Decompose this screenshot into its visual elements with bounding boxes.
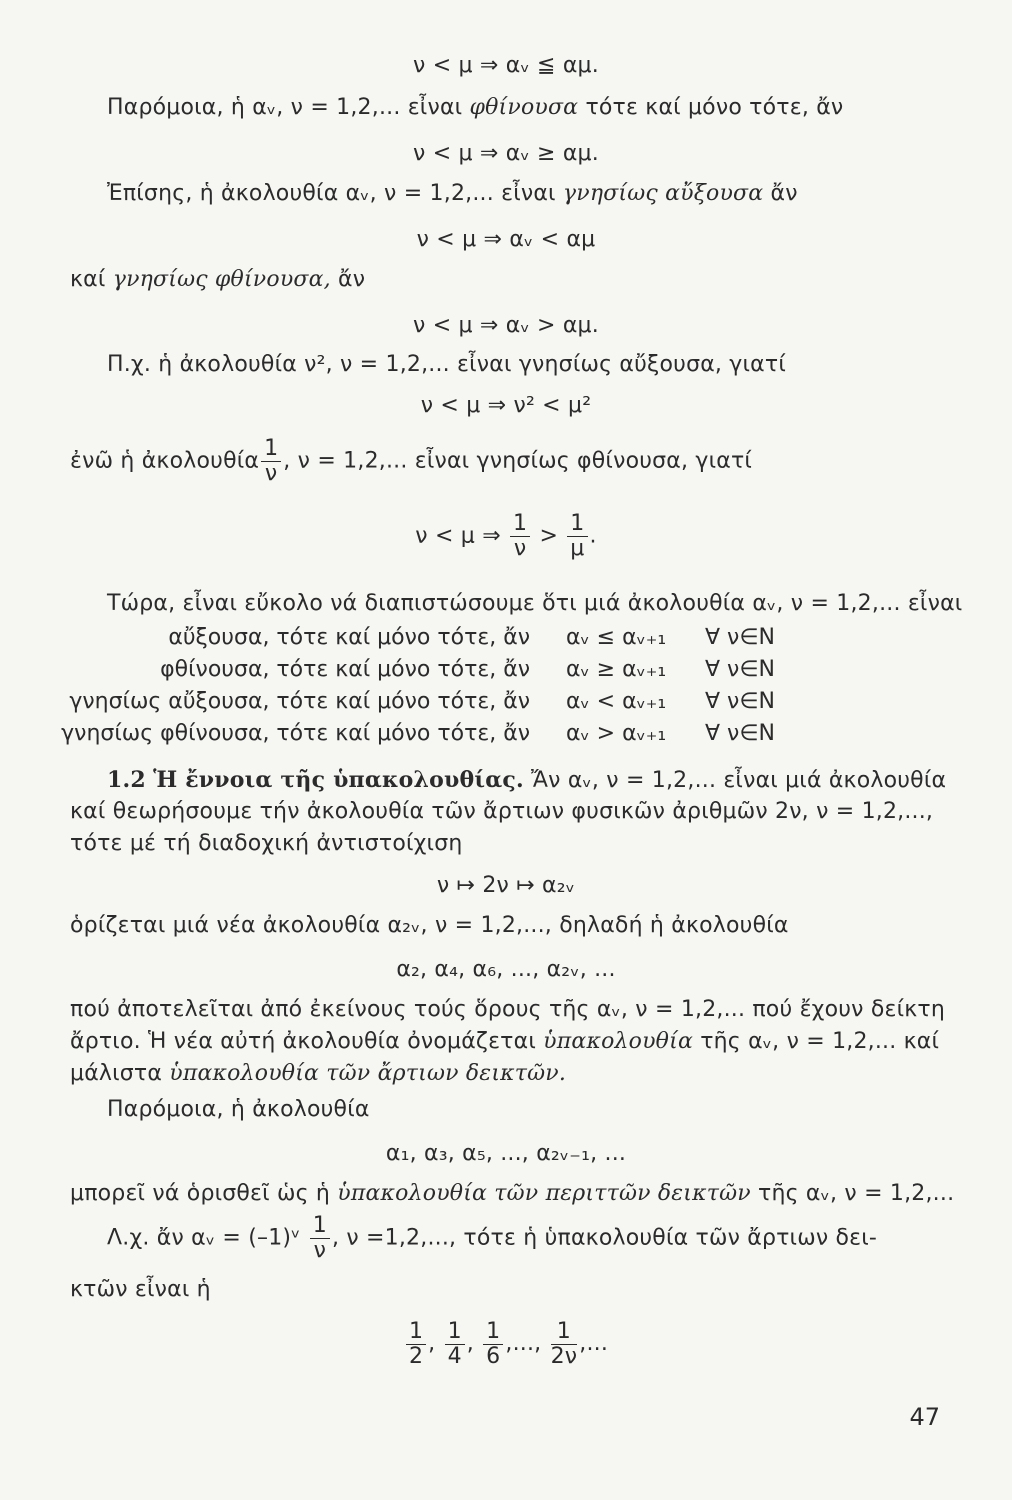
- italic-term: γνησίως φθίνουσα,: [112, 267, 331, 292]
- italic-term: ὑπακολουθία τῶν ἄρτιων δεικτῶν.: [169, 1061, 567, 1086]
- text-line-example: [107, 1214, 877, 1263]
- section-title: Ἡ ἔννοια τῆς ὑπακολουθίας.: [153, 767, 524, 793]
- italic-term: γνησίως αὔξουσα: [562, 181, 764, 206]
- fraction: [445, 1320, 465, 1369]
- text-line-12: Τώρα, εἶναι εὔκολο νά διαπιστώσουμε ὅτι μιά ἀκολουθία αᵥ, ν = 1,2,... εἶναι: [107, 591, 963, 616]
- text-part: τότε καί μόνο τότε, ἄν: [578, 95, 844, 120]
- formula-2: ν < μ ⇒ αᵥ ≥ αμ.: [413, 141, 599, 166]
- section-heading-line: [107, 766, 946, 795]
- text-part: τῆς αᵥ, ν = 1,2,...: [750, 1181, 955, 1206]
- formula-3: ν < μ ⇒ αᵥ < αμ: [416, 227, 596, 252]
- denominator: 2: [408, 1343, 424, 1369]
- fraction: [510, 512, 530, 561]
- condition-label: γνησίως αὔξουσα, τότε καί μόνο τότε, ἄν: [69, 689, 530, 714]
- numerator: 1: [567, 512, 587, 537]
- text-line: Παρόμοια, ἡ ἀκολουθία: [107, 1097, 370, 1122]
- text-line: τότε μέ τή διαδοχική ἀντιστοίχιση: [70, 831, 463, 856]
- condition-quantifier: ∀ ν∈N: [705, 657, 775, 682]
- condition-quantifier: ∀ ν∈N: [705, 689, 775, 714]
- text-part: μάλιστα: [70, 1061, 170, 1086]
- separator: ,: [505, 1331, 513, 1356]
- formula-mapping: ν ↦ 2ν ↦ α₂ᵥ: [436, 873, 576, 898]
- italic-term: φθίνουσα: [469, 95, 579, 120]
- text-part: Ἐπίσης, ἡ ἀκολουθία αᵥ, ν = 1,2,... εἶναι: [107, 181, 563, 206]
- denominator: 4: [447, 1343, 462, 1369]
- text-line: πού ἀποτελεῖται ἀπό ἐκείνους τούς ὅρους τῆς αᵥ, ν = 1,2,... πού ἔχουν δείκτη: [70, 997, 946, 1022]
- page-number: 47: [909, 1403, 940, 1431]
- condition-quantifier: ∀ ν∈N: [705, 721, 775, 746]
- separator: ,: [466, 1331, 474, 1356]
- condition-quantifier: ∀ ν∈N: [705, 625, 775, 650]
- text-part: μπορεῖ νά ὁρισθεῖ ὡς ἡ: [70, 1181, 338, 1206]
- section-number: 1.2: [107, 767, 146, 793]
- text-line-6: [70, 266, 365, 294]
- text-part: , ν =1,2,..., τότε ἡ ὑπακολουθία τῶν ἄρτιων δει-: [331, 1225, 878, 1251]
- text-line: [70, 1060, 566, 1088]
- fraction: [406, 1320, 426, 1369]
- text-line-4: [107, 180, 798, 208]
- text-part: καί: [70, 267, 113, 292]
- text-line: [70, 1180, 954, 1208]
- condition-label: φθίνουσα, τότε καί μόνο τότε, ἄν: [160, 657, 530, 682]
- italic-term: ὑπακολουθία: [543, 1029, 694, 1054]
- condition-label: αὔξουσα, τότε καί μόνο τότε, ἄν: [168, 625, 530, 650]
- text-line: [70, 1028, 939, 1056]
- text-part: Λ.χ. ἄν αᵥ = (–1)ᵛ: [107, 1225, 301, 1251]
- numerator: 1: [510, 512, 530, 537]
- denominator: ν: [513, 536, 527, 561]
- text-line-8: Π.χ. ἡ ἀκολουθία ν², ν = 1,2,... εἶναι γνησίως αὔξουσα, γιατί: [107, 352, 786, 377]
- text-part: ἄν: [763, 181, 798, 206]
- ellipsis: ,...: [579, 1331, 609, 1356]
- formula-1: ν < μ ⇒ αᵥ ≦ αμ.: [413, 53, 599, 78]
- text-part: Παρόμοια, ἡ αᵥ, ν = 1,2,... εἶναι: [107, 95, 470, 120]
- denominator: ν: [264, 461, 278, 486]
- fraction: [567, 512, 587, 561]
- ellipsis: ...,: [512, 1331, 542, 1356]
- text-line: κτῶν εἶναι ἡ: [70, 1277, 211, 1302]
- numerator: 1: [445, 1320, 465, 1345]
- numerator: 1: [310, 1214, 330, 1239]
- text-line: καί θεωρήσουμε τήν ἀκολουθία τῶν ἄρτιων φυσικῶν ἀριθμῶν 2ν, ν = 1,2,...,: [70, 799, 934, 824]
- denominator: 6: [486, 1343, 501, 1369]
- fraction: [551, 1320, 578, 1369]
- denominator: μ: [570, 536, 585, 561]
- fraction: [261, 437, 281, 486]
- condition-relation: αᵥ ≥ αᵥ₊₁: [566, 657, 667, 682]
- formula-even-terms: α₂, α₄, α₆, ..., α₂ᵥ, ...: [396, 957, 616, 982]
- condition-relation: αᵥ < αᵥ₊₁: [566, 689, 667, 714]
- text-line-2: [107, 94, 843, 122]
- text-part: .: [589, 523, 597, 549]
- text-part: τῆς αᵥ, ν = 1,2,... καί: [693, 1029, 940, 1054]
- numerator: 1: [483, 1320, 503, 1345]
- formula-6: [0, 512, 1012, 561]
- condition-relation: αᵥ ≤ αᵥ₊₁: [566, 625, 667, 650]
- separator: ,: [428, 1331, 436, 1356]
- italic-term: ὑπακολουθία τῶν περιττῶν δεικτῶν: [337, 1181, 751, 1206]
- numerator: 1: [406, 1320, 426, 1345]
- text-part: ἄν: [330, 267, 366, 292]
- text-part: ἐνῶ ἡ ἀκολουθία: [70, 448, 260, 474]
- formula-subsequence: [0, 1316, 1012, 1372]
- formula-5: ν < μ ⇒ ν² < μ²: [420, 393, 592, 418]
- text-part: Ἄν αᵥ, ν = 1,2,... εἶναι μιά ἀκολουθία: [531, 768, 947, 793]
- numerator: 1: [551, 1320, 578, 1345]
- text-part: , ν = 1,2,... εἶναι γνησίως φθίνουσα, γιατί: [283, 448, 753, 474]
- fraction: [483, 1320, 503, 1369]
- fraction: [310, 1214, 330, 1263]
- condition-relation: αᵥ > αᵥ₊₁: [566, 721, 667, 746]
- formula-4: ν < μ ⇒ αᵥ > αμ.: [413, 313, 599, 338]
- denominator: 2ν: [550, 1343, 578, 1369]
- text-line-10: [70, 437, 752, 486]
- text-line: ὁρίζεται μιά νέα ἀκολουθία α₂ᵥ, ν = 1,2,..., δηλαδή ἡ ἀκολουθία: [70, 913, 789, 938]
- text-part: ν < μ ⇒: [415, 523, 501, 549]
- numerator: 1: [261, 437, 281, 462]
- denominator: ν: [313, 1238, 327, 1263]
- formula-odd-terms: α₁, α₃, α₅, ..., α₂ᵥ₋₁, ...: [385, 1141, 627, 1166]
- condition-label: γνησίως φθίνουσα, τότε καί μόνο τότε, ἄν: [61, 721, 530, 746]
- text-part: ἄρτιο. Ἡ νέα αὐτή ἀκολουθία ὀνομάζεται: [70, 1029, 544, 1054]
- text-part: >: [539, 523, 559, 549]
